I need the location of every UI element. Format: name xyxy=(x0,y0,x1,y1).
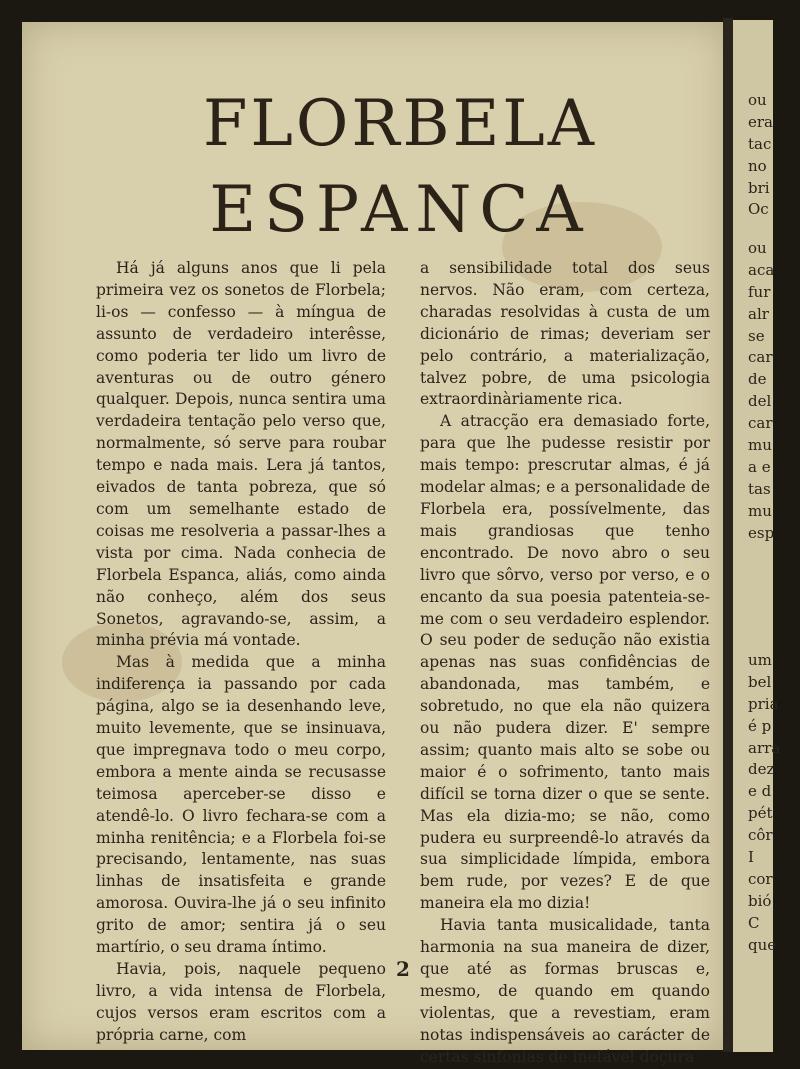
next-page-text-fragment: era xyxy=(748,112,773,131)
next-page-text-fragment: car xyxy=(748,414,773,433)
next-page-fragment-block xyxy=(748,90,778,221)
next-page-text-fragment: bri xyxy=(748,178,770,197)
next-page-text-fragment: aca xyxy=(748,260,775,279)
next-page-text-fragment: tas xyxy=(748,479,771,498)
next-page-fragment-block xyxy=(748,650,781,956)
next-page-text-fragment: que xyxy=(748,935,777,954)
next-page-text-fragment: C xyxy=(748,913,760,932)
paragraph: Havia, pois, naquele pequeno livro, a vida intensa de Florbela, cujos versos eram escritos com a própria carne, com xyxy=(96,960,386,1044)
next-page-text-fragment: arra xyxy=(748,738,781,757)
next-page-text-fragment: pét xyxy=(748,804,773,823)
paragraph: Mas à medida que a minha indiferença ia passando por cada página, algo se ia desenhando leve, muito levemente, que se insinuava, que impregnava todo o meu corpo, embora a mente ainda se recusasse teimosa aperceber-se disso e atendê-lo. O livro fechara-se com a minha renitência; e a Florbela foi-se precisando, lentamente, nas suas linhas de insatisfeita e grande amorosa. Ouvira-lhe já o seu infinito grito de amor; sentira já o seu martírio, o seu drama íntimo. xyxy=(96,653,386,957)
next-page-text-fragment: côr xyxy=(748,826,773,845)
next-page-text-fragment: é p xyxy=(748,716,772,735)
next-page-text-fragment: no xyxy=(748,156,767,175)
page-number: 2 xyxy=(396,957,410,981)
paragraph: a sensibilidade total dos seus nervos. Não eram, com certeza, charadas resolvidas à custa de um dicionário de rimas; deveriam ser pelo contrário, a materialização, talvez pobre, de uma psicologia extraordinàriamente rica. xyxy=(420,259,710,409)
next-page-text-fragment: se xyxy=(748,326,765,345)
next-page-text-fragment: bió xyxy=(748,891,772,910)
right-text-column xyxy=(420,258,710,1069)
next-page-text-fragment: ou xyxy=(748,91,767,109)
next-page-text-fragment: cor xyxy=(748,869,773,888)
next-page-text-fragment: pria xyxy=(748,694,779,713)
next-page-text-fragment: alr xyxy=(748,304,769,323)
next-page-text-fragment: e d xyxy=(748,782,772,801)
book-gutter xyxy=(723,18,733,1052)
title-line-2: ESPANCA xyxy=(209,173,591,247)
next-page-text-fragment: ou xyxy=(748,239,767,257)
next-page-text-fragment: fur xyxy=(748,282,771,301)
next-page-text-fragment: bel xyxy=(748,672,772,691)
next-page-text-fragment: esp xyxy=(748,523,775,542)
next-page-text-fragment: um xyxy=(748,651,772,669)
next-page-text-fragment: a e xyxy=(748,457,771,476)
next-page-text-fragment: tac xyxy=(748,134,772,153)
next-page-text-fragment: I xyxy=(748,848,754,867)
next-page-text-fragment: del xyxy=(748,392,772,411)
paragraph: A atracção era demasiado forte, para que lhe pudesse resistir por mais tempo: prescrutar almas, é já modelar almas; e a personalidade de Florbela era, possívelmente, das mais grandiosas que tenho encontrado. De novo abro o seu livro que sôrvo, verso por verso, e o encanto da sua poesia patenteia-se-me com o seu verdadeiro esplendor. O seu poder de sedução não existia apenas nas suas confidências de abandonada, mas também, e sobretudo, no que ela não quizera ou não pudera dizer. E' sempre assim; quanto mais alto se sobe ou maior é o sofrimento, tanto mais difícil se torna dizer o que se sente. Mas ela dizia-mo; se não, como pudera eu surpreendê-lo através da sua simplicidade límpida, embora bem rude, por vezes? E de que maneira ela mo dizia! xyxy=(420,412,710,913)
paragraph: Há já alguns anos que li pela primeira vez os sonetos de Florbela; li-os — confesso — à míngua de assunto de verdadeiro interêsse, como poderia ter lido um livro de aventuras ou de outro género qualquer. Depois, nunca sentira uma verdadeira tentação pelo verso que, normalmente, só serve para roubar tempo e nada mais. Lera já tantos, eivados de tanta pobreza, que só com um semelhante estado de coisas me resolveria a passar-lhes a vista por cima. Nada conhecia de Florbela Espanca, aliás, como ainda não conheço, além dos seus Sonetos, agravando-se, assim, a minha prévia má vontade. xyxy=(96,259,386,650)
title-line-1: FLORBELA xyxy=(202,87,598,161)
next-page-text-fragment: car xyxy=(748,348,773,367)
next-page-fragment-block xyxy=(748,238,778,544)
next-page-text-fragment: Oc xyxy=(748,200,769,219)
next-page-text-fragment: de xyxy=(748,370,767,389)
next-page-text-fragment: mu xyxy=(748,501,772,520)
next-page-text-fragment: dez xyxy=(748,760,775,779)
left-text-column xyxy=(96,258,386,1047)
next-page-text-fragment: mu xyxy=(748,436,772,455)
paragraph: Havia tanta musicalidade, tanta harmonia na sua maneira de dizer, que até as formas bruscas e, mesmo, de quando em quando violentas, que a revestiam, eram notas indispensáveis ao carácter de certas sinfonias de inefável doçura xyxy=(420,916,710,1066)
